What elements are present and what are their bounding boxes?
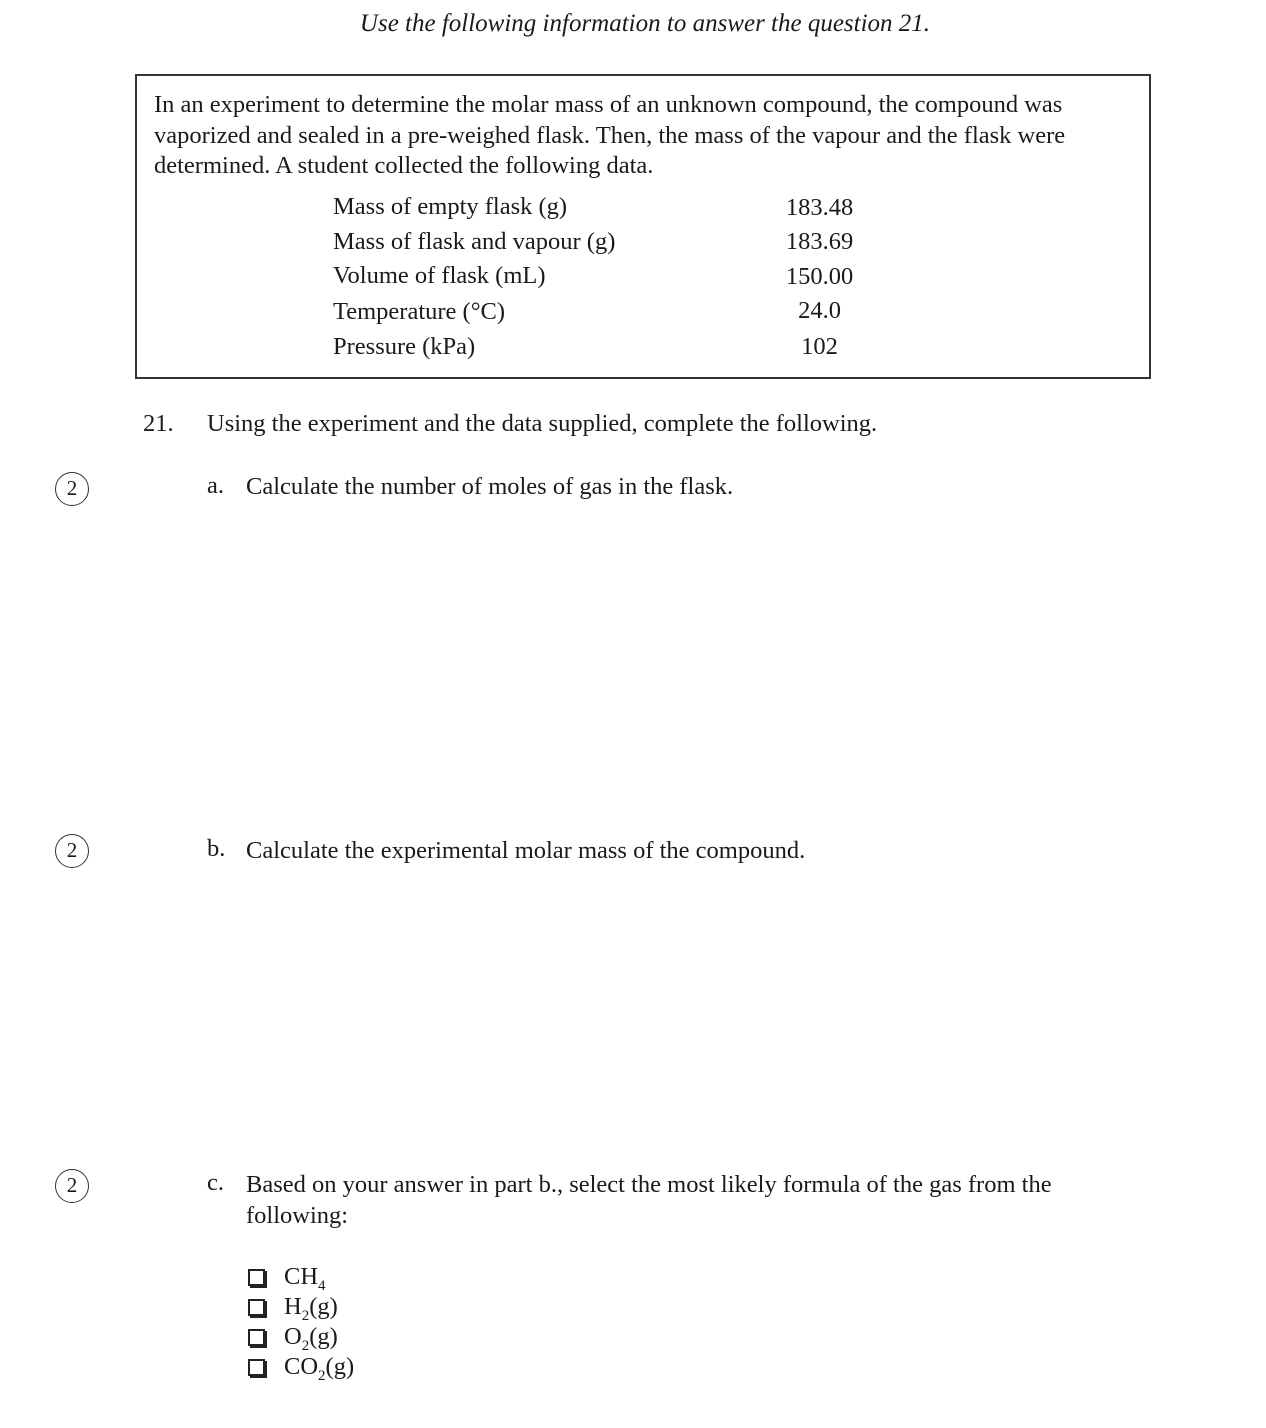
data-value-pressure: 102 bbox=[801, 333, 838, 360]
option-o2[interactable] bbox=[248, 1322, 338, 1352]
data-value-temperature: 24.0 bbox=[798, 297, 841, 324]
marks-badge-c: 2 bbox=[55, 1169, 89, 1203]
option-co2-label: $CO_2(g)$ bbox=[284, 1353, 355, 1384]
option-h2[interactable] bbox=[248, 1292, 338, 1322]
data-label-pressure: Pressure (kPa) bbox=[333, 333, 476, 360]
part-b-letter: b. bbox=[207, 835, 226, 862]
question-number: 21. bbox=[143, 410, 174, 437]
info-box bbox=[135, 74, 1151, 379]
marks-badge-b: 2 bbox=[55, 834, 89, 868]
data-value-volume: 150.00 bbox=[785, 263, 854, 290]
data-label-empty-flask: Mass of empty flask (g) bbox=[333, 193, 568, 220]
data-label-volume: Volume of flask (mL) bbox=[333, 262, 546, 289]
part-c-letter: c. bbox=[207, 1169, 224, 1196]
data-label-flask-vapour: Mass of flask and vapour (g) bbox=[333, 228, 616, 255]
checkbox-co2[interactable] bbox=[248, 1359, 265, 1376]
part-c-text: Based on your answer in part b., select the most likely formula of the gas from the following: bbox=[246, 1171, 1052, 1229]
part-b-text: Calculate the experimental molar mass of the compound. bbox=[246, 837, 806, 864]
checkbox-h2[interactable] bbox=[248, 1299, 265, 1316]
intro-text: Use the following information to answer the question 21. bbox=[359, 10, 931, 37]
part-a-letter: a. bbox=[207, 472, 224, 499]
checkbox-o2[interactable] bbox=[248, 1329, 265, 1346]
data-label-temperature: Temperature (°C) bbox=[333, 298, 506, 325]
question-stem: Using the experiment and the data supplied, complete the following. bbox=[207, 410, 878, 437]
option-co2[interactable] bbox=[248, 1352, 354, 1382]
data-value-empty-flask: 183.48 bbox=[785, 194, 854, 221]
data-value-flask-vapour: 183.69 bbox=[785, 228, 854, 255]
option-ch4-label: $CH_4$ bbox=[284, 1263, 326, 1294]
option-ch4[interactable] bbox=[248, 1262, 326, 1292]
part-a-text: Calculate the number of moles of gas in the flask. bbox=[246, 473, 734, 500]
checkbox-ch4[interactable] bbox=[248, 1269, 265, 1286]
marks-badge-a: 2 bbox=[55, 472, 89, 506]
option-o2-label: $O_2(g)$ bbox=[284, 1323, 338, 1354]
option-h2-label: $H_2(g)$ bbox=[284, 1293, 338, 1324]
info-paragraph: In an experiment to determine the molar mass of an unknown compound, the compound was vaporized and sealed in a pre-weighed flask. Then, the mass of the vapour and the flask were determined. A student collected the following data. bbox=[154, 91, 1066, 179]
